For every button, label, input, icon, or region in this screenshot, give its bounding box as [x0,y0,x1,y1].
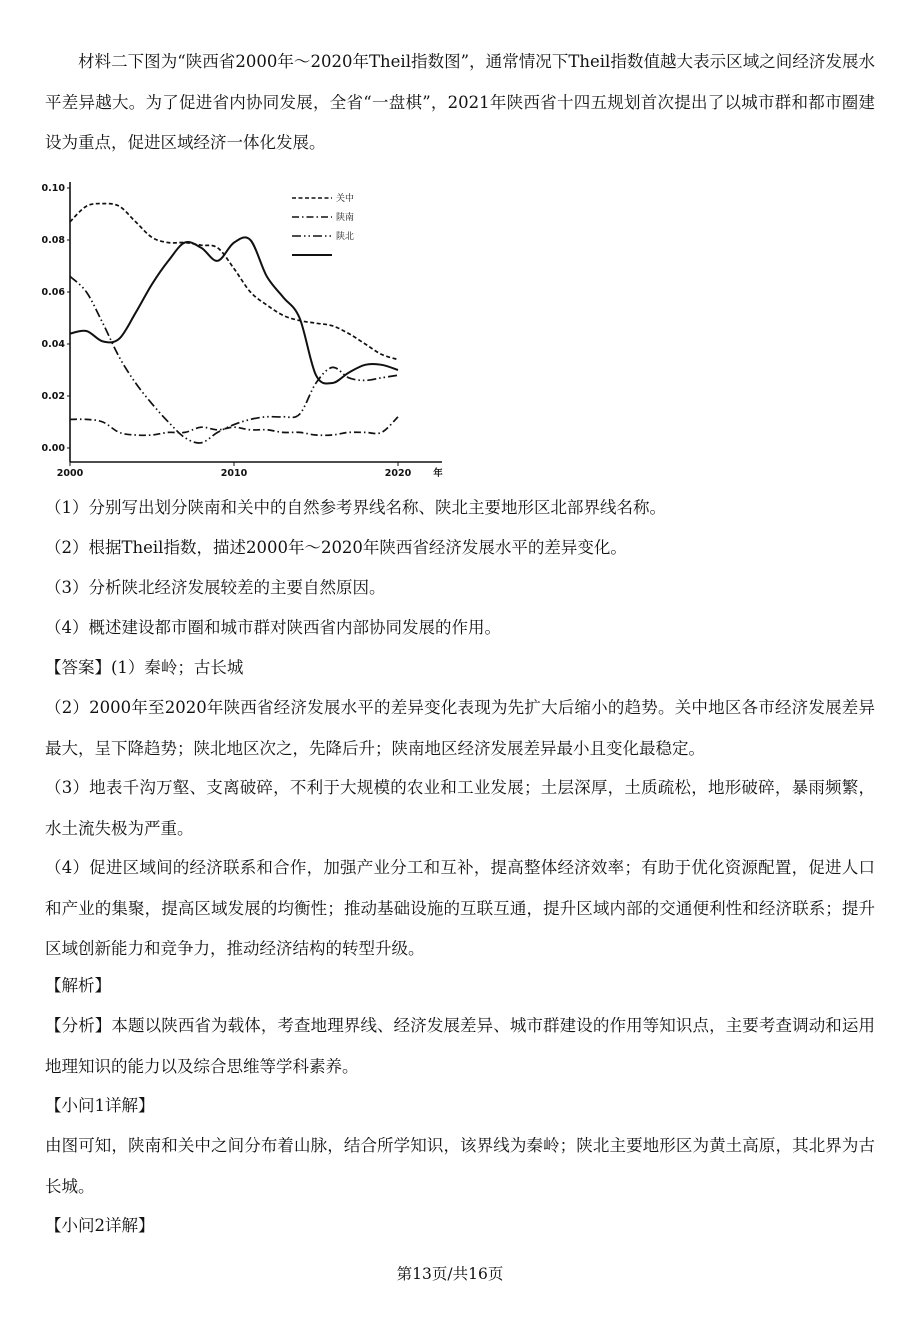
page-footer: 第13页/共16页 [396,1265,504,1283]
series-line-3 [70,276,398,443]
question-3: （3）分析陕北经济发展较差的主要自然原因。 [45,578,386,597]
material-intro: 材料二下图为“陕西省2000年～2020年Theil指数图”，通常情况下Theil指数值越大表示区域之间经济发展水平差异越大。为了促进省内协同发展，全省“一盘棋”，2021年陕西省十四五规划首次提出了以城市群和都市圈建设为重点，促进区域经济一体化发展。 [45,52,875,152]
answer-2: （2）2000年至2020年陕西省经济发展水平的差异变化表现为先扩大后缩小的趋势。关中地区各市经济发展差异最大，呈下降趋势；陕北地区次之，先降后升；陕南地区经济发展差异最小且变化最稳定。 [45,698,875,758]
legend-label: 陕南 [336,213,355,223]
series-line-1 [70,204,398,360]
theil-index-chart [40,176,450,486]
analysis-header: 【解析】 [45,976,111,995]
answer-1: 【答案】(1）秦岭；古长城 [45,658,244,677]
x-tick-label: 2000 [56,468,84,479]
sub-question-1-detail: 由图可知，陕南和关中之间分布着山脉，结合所学知识，该界线为秦岭；陕北主要地形区为黄土高原，其北界为古长城。 [45,1136,875,1196]
answer-3: （3）地表千沟万壑、支离破碎，不利于大规模的农业和工业发展；土层深厚，土质疏松，地形破碎，暴雨频繁，水土流失极为严重。 [45,778,875,838]
question-1: （1）分别写出划分陕南和关中的自然参考界线名称、陕北主要地形区北部界线名称。 [45,498,666,517]
y-tick-label: 0.04 [41,339,65,350]
chart-axes [70,182,442,462]
legend-label: 陕北 [336,232,355,242]
x-tick-label: 2020 [384,468,412,479]
series-line-4 [70,237,398,383]
question-2: （2）根据Theil指数，描述2000年～2020年陕西省经济发展水平的差异变化。 [45,538,627,557]
x-tick-label: 2010 [220,468,248,479]
series-line-2 [70,417,398,436]
question-4: （4）概述建设都市圈和城市群对陕西省内部协同发展的作用。 [45,618,501,637]
y-tick-label: 0.02 [41,391,65,402]
chart-ticks [42,183,444,479]
y-tick-label: 0.08 [41,235,65,246]
y-tick-label: 0.10 [41,183,65,194]
y-tick-label: 0.00 [41,443,65,454]
legend-label: 关中 [336,194,355,204]
chart-legend [292,192,354,255]
sub-question-2-header: 【小问2详解】 [45,1216,155,1235]
analysis-fenxi: 【分析】本题以陕西省为载体，考查地理界线、经济发展差异、城市群建设的作用等知识点，主要考查调动和运用地理知识的能力以及综合思维等学科素养。 [45,1016,875,1076]
y-tick-label: 0.06 [41,287,65,298]
x-axis-label: 年 [433,468,443,479]
sub-question-1-header: 【小问1详解】 [45,1096,155,1115]
answer-4: （4）促进区域间的经济联系和合作，加强产业分工和互补，提高整体经济效率；有助于优化资源配置，促进人口和产业的集聚，提高区域发展的均衡性；推动基础设施的互联互通，提升区域内部的交通便利性和经济联系；提升区域创新能力和竞争力，推动经济结构的转型升级。 [45,858,875,958]
chart-svg [40,176,450,486]
